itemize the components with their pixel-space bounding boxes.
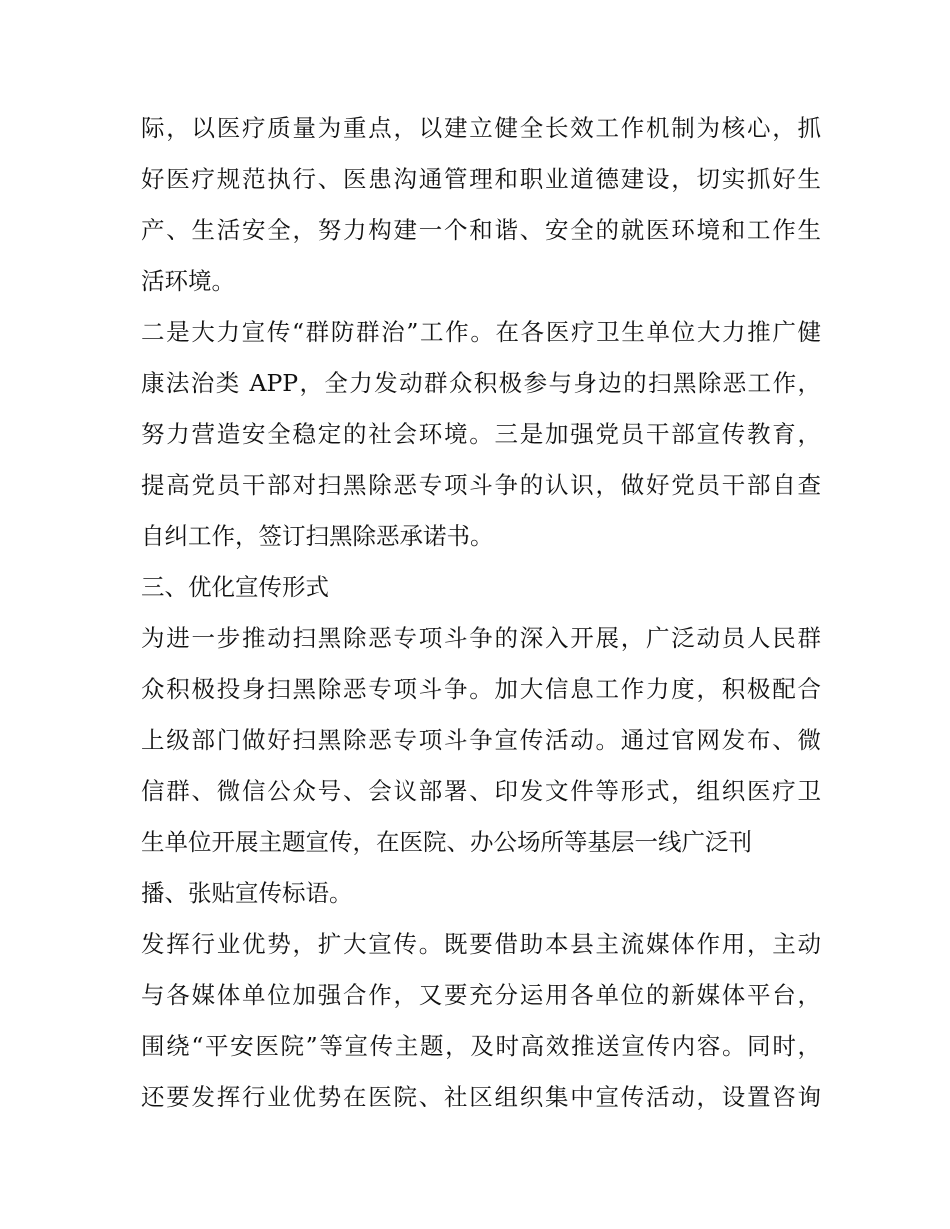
text-line: 还要发挥行业优势在医院、社区组织集中宣传活动，设置咨询: [141, 1083, 821, 1111]
text-line: 活环境。: [141, 267, 235, 295]
section-heading: 三、优化宣传形式: [141, 573, 329, 601]
text-line: 提高党员干部对扫黑除恶专项斗争的认识，做好党员干部自查: [141, 471, 821, 499]
text-line: 信群、微信公众号、会议部署、印发文件等形式，组织医疗卫: [141, 777, 821, 805]
text-line: 二是大力宣传“群防群治”工作。在各医疗卫生单位大力推广健: [141, 318, 821, 346]
text-line: 自纠工作，签订扫黑除恶承诺书。: [141, 522, 494, 550]
text-line: 努力营造安全稳定的社会环境。三是加强党员干部宣传教育，: [141, 420, 821, 448]
text-line: 众积极投身扫黑除恶专项斗争。加大信息工作力度，积极配合: [141, 675, 821, 703]
text-line: 上级部门做好扫黑除恶专项斗争宣传活动。通过官网发布、微: [141, 726, 821, 754]
text-line: 康法治类 APP，全力发动群众积极参与身边的扫黑除恶工作，: [141, 369, 821, 397]
text-line: 为进一步推动扫黑除恶专项斗争的深入开展，广泛动员人民群: [141, 624, 821, 652]
text-line: 好医疗规范执行、医患沟通管理和职业道德建设，切实抓好生: [141, 165, 821, 193]
text-line: 生单位开展主题宣传，在医院、办公场所等基层一线广泛刊: [141, 828, 752, 856]
text-line: 际，以医疗质量为重点，以建立健全长效工作机制为核心，抓: [141, 114, 821, 142]
text-line: 围绕“平安医院”等宣传主题，及时高效推送宣传内容。同时，: [141, 1032, 821, 1060]
text-line: 发挥行业优势，扩大宣传。既要借助本县主流媒体作用，主动: [141, 930, 821, 958]
text-line: 播、张贴宣传标语。: [141, 879, 353, 907]
text-line: 与各媒体单位加强合作，又要充分运用各单位的新媒体平台，: [141, 981, 821, 1009]
text-line: 产、生活安全，努力构建一个和谐、安全的就医环境和工作生: [141, 216, 821, 244]
